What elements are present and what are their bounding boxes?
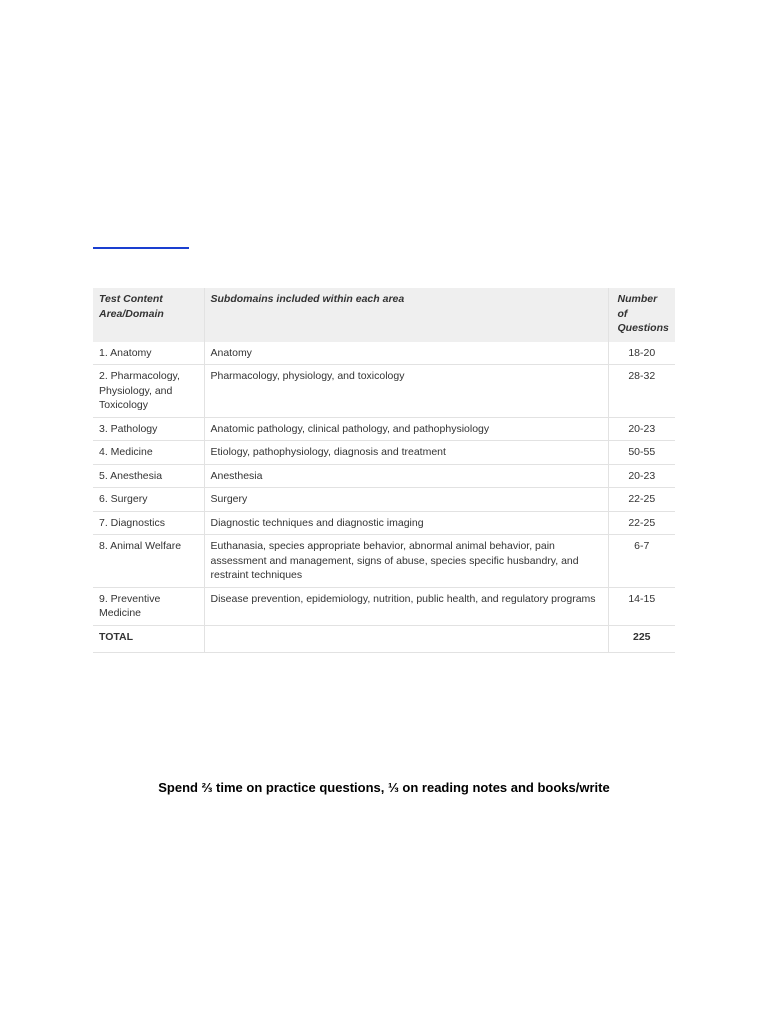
study-tip-text: Spend ⅔ time on practice questions, ⅓ on reading notes and books/write: [158, 780, 610, 795]
cell-questions: 22-25: [608, 511, 675, 535]
header-area-domain: [93, 288, 204, 342]
cell-area: 1. Anatomy: [93, 342, 204, 365]
hyperlink-underline[interactable]: [93, 247, 189, 249]
total-questions: 225: [608, 625, 675, 653]
header-subdomains: Subdomains included within each area: [204, 288, 608, 342]
cell-questions: 50-55: [608, 441, 675, 465]
table-row: [93, 417, 675, 441]
table-row: [93, 342, 675, 365]
cell-area: 7. Diagnostics: [93, 511, 204, 535]
cell-area: 8. Animal Welfare: [93, 535, 204, 588]
cell-subdomains: Anatomic pathology, clinical pathology, and pathophysiology: [204, 417, 608, 441]
test-content-table: [93, 288, 675, 653]
cell-area: 9. Preventive Medicine: [93, 587, 204, 625]
cell-questions: 28-32: [608, 365, 675, 418]
table-row: [93, 511, 675, 535]
header-questions-line1: Number: [617, 293, 658, 305]
cell-area: 5. Anesthesia: [93, 464, 204, 488]
cell-area: 3. Pathology: [93, 417, 204, 441]
cell-subdomains: Pharmacology, physiology, and toxicology: [204, 365, 608, 418]
cell-area: 2. Pharmacology, Physiology, and Toxicology: [93, 365, 204, 418]
header-questions-line2: of: [617, 307, 628, 320]
cell-subdomains: Euthanasia, species appropriate behavior, abnormal animal behavior, pain assessment and management, signs of abuse, species specific husbandry, and restraint techniques: [204, 535, 608, 588]
cell-area: 4. Medicine: [93, 441, 204, 465]
cell-subdomains: Diagnostic techniques and diagnostic imaging: [204, 511, 608, 535]
table-row: [93, 587, 675, 625]
total-subdomains: [204, 625, 608, 653]
table-row: [93, 488, 675, 512]
total-label: TOTAL: [93, 625, 204, 653]
cell-questions: 6-7: [608, 535, 675, 588]
cell-subdomains: Surgery: [204, 488, 608, 512]
table-header-row: [93, 288, 675, 342]
cell-questions: 22-25: [608, 488, 675, 512]
cell-questions: 20-23: [608, 464, 675, 488]
cell-subdomains: Anesthesia: [204, 464, 608, 488]
cell-subdomains: Disease prevention, epidemiology, nutrition, public health, and regulatory programs: [204, 587, 608, 625]
cell-questions: 14-15: [608, 587, 675, 625]
table-row: [93, 464, 675, 488]
table-row: [93, 441, 675, 465]
cell-subdomains: Anatomy: [204, 342, 608, 365]
cell-subdomains: Etiology, pathophysiology, diagnosis and treatment: [204, 441, 608, 465]
table-row: [93, 535, 675, 588]
header-area-line1: Test Content: [99, 293, 163, 305]
cell-questions: 20-23: [608, 417, 675, 441]
cell-questions: 18-20: [608, 342, 675, 365]
test-content-table-container: [93, 288, 675, 653]
table-total-row: [93, 625, 675, 653]
cell-area: 6. Surgery: [93, 488, 204, 512]
table-header: [93, 288, 675, 342]
table-body: [93, 342, 675, 653]
header-questions-line3: Questions: [617, 322, 669, 334]
header-number-of-questions: [608, 288, 675, 342]
header-area-line2: Area/Domain: [99, 307, 164, 320]
table-row: [93, 365, 675, 418]
